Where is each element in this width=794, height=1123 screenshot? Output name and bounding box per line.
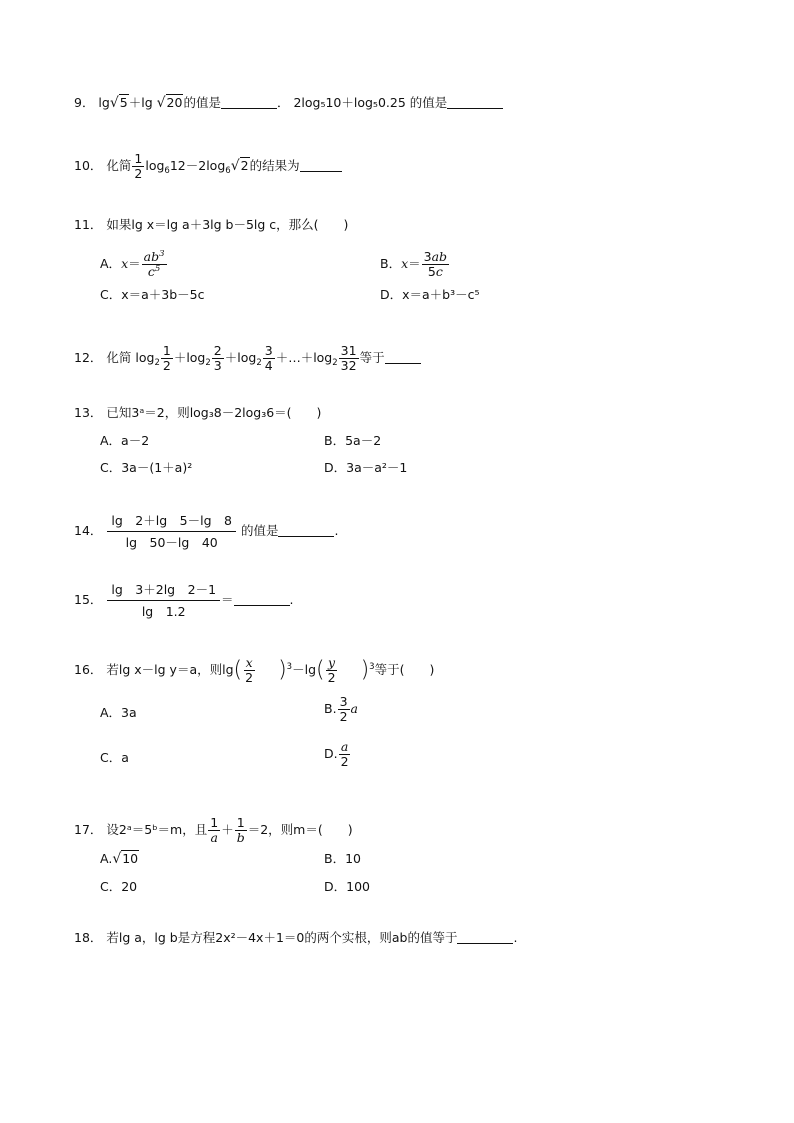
question-stem: 已知3ᵃ＝2，则log₃8－2log₃6＝( ) xyxy=(106,405,322,420)
fraction-a-over-2: $\frac{a}{2}$ xyxy=(340,739,349,769)
option-c[interactable]: C．3a－(1＋a)² xyxy=(100,460,193,475)
fraction-1-over-a: $\frac{1}{a}$ xyxy=(210,815,219,845)
sqrt-20: √20 xyxy=(156,95,183,111)
fraction-31-32: $\frac{31}{32}$ xyxy=(340,343,357,373)
answer-blank[interactable] xyxy=(278,523,334,537)
fraction-1-2: $\frac{1}{2}$ xyxy=(162,343,171,373)
option-d[interactable]: D．x＝a＋b³－c⁵ xyxy=(380,287,480,302)
sqrt-5: √5 xyxy=(109,95,128,111)
question-stem: 如果lg x＝lg a＋3lg b－5lg c，那么( ) xyxy=(106,217,349,232)
fraction-expression: $\frac{\lg 3+2\lg 2-1}{\lg 1.2}$ xyxy=(107,580,220,621)
sqrt-10: √10 xyxy=(112,851,139,867)
question-number: 14． xyxy=(74,523,103,538)
option-b[interactable]: B．5a－2 xyxy=(324,433,382,448)
fraction-2-3: $\frac{2}{3}$ xyxy=(213,343,222,373)
option-c[interactable]: C．20 xyxy=(100,879,138,894)
option-d[interactable]: D．3a－a²－1 xyxy=(324,460,408,475)
question-number: 16． xyxy=(74,662,103,677)
question-14: 14． $\frac{\lg 2+\lg 5-\lg 8}{\lg 50-\lg 40}$ 的值是 . xyxy=(74,513,339,550)
option-b[interactable]: B. $\frac{3}{2}$ a xyxy=(324,694,358,724)
option-b[interactable]: B．10 xyxy=(324,851,361,866)
answer-blank[interactable] xyxy=(457,930,513,944)
question-16: 16． 若lg x－lg y＝a，则lg( $\frac{x}{2}$ )$^3$－lg( $\frac{y}{2}$ )$^3$等于( ) xyxy=(74,655,435,685)
question-11 xyxy=(74,216,348,234)
question-number: 13． xyxy=(74,405,103,420)
question-12: 12． 化简 $\log_2$ $\frac{1}{2}$ $+\log_2$ $\frac{2}{3}$ $+\log_2$ $\frac{3}{4}$ $+\dots+\log_2$ $\frac{31}{32}$ 等于 xyxy=(74,344,421,373)
sqrt-2: √2 xyxy=(230,158,249,174)
option-a[interactable]: A.√10 xyxy=(100,851,139,867)
fraction-y-over-2: $\frac{y}{2}$ xyxy=(327,655,336,685)
fraction-one-half: $\frac{1}{2}$ xyxy=(134,151,143,181)
question-10: 10． 化简 $\frac{1}{2}$ $\log_612-2\log_6√2$的结果为 xyxy=(74,152,342,181)
option-d[interactable]: D. $\frac{a}{2}$ xyxy=(324,739,349,769)
answer-blank[interactable] xyxy=(234,592,290,606)
fraction-3-2: $\frac{3}{2}$ xyxy=(339,694,348,724)
fraction-3-4: $\frac{3}{4}$ xyxy=(264,343,273,373)
question-number: 11． xyxy=(74,217,103,232)
log-expression: 2log₅10＋log₅0.25 xyxy=(293,95,406,110)
question-18: 18． 若lg a，lg b是方程2x²－4x＋1＝0的两个实根，则ab的值等于 . xyxy=(74,930,518,945)
fraction-expression: $\frac{\lg 2+\lg 5-\lg 8}{\lg 50-\lg 40}$ xyxy=(107,511,236,552)
fraction-3ab-over-5c: $\frac{3ab}{5c}$ xyxy=(423,249,448,279)
fraction-x-over-2: $\frac{x}{2}$ xyxy=(245,655,254,685)
option-b[interactable]: B．x＝ $\frac{3ab}{5c}$ xyxy=(380,249,448,279)
question-9: 9． lg√5＋lg √20的值是 ． 2log₅10＋log₅0.25 的值是 xyxy=(74,94,503,112)
question-17: 17． 设2ᵃ＝5ᵇ＝m，且 $\frac{1}{a}$ ＋ $\frac{1}{b}$ ＝2，则m＝( ) xyxy=(74,815,353,845)
question-number: 17． xyxy=(74,822,103,837)
option-a[interactable]: A．3a xyxy=(100,705,137,720)
answer-blank[interactable] xyxy=(300,158,342,172)
option-c[interactable]: C．a xyxy=(100,750,129,765)
answer-blank[interactable] xyxy=(221,95,277,109)
question-number: 18． xyxy=(74,930,103,945)
answer-blank[interactable] xyxy=(447,95,503,109)
fraction-1-over-b: $\frac{1}{b}$ xyxy=(236,815,245,845)
option-c[interactable]: C．x＝a＋3b－5c xyxy=(100,287,205,302)
question-stem: 若lg a，lg b是方程2x²－4x＋1＝0的两个实根，则ab的值等于 xyxy=(106,930,458,945)
option-d[interactable]: D．100 xyxy=(324,879,370,894)
question-number: 12． xyxy=(74,350,103,365)
option-a[interactable]: A．x＝ $\frac{ab^3}{c^5}$ xyxy=(100,249,165,279)
option-a[interactable]: A．a－2 xyxy=(100,433,150,448)
question-number: 10． xyxy=(74,158,103,173)
question-15: 15． $\frac{\lg 3+2\lg 2-1}{\lg 1.2}$ ＝ . xyxy=(74,582,294,619)
question-text: 的值是 xyxy=(183,95,221,110)
answer-blank[interactable] xyxy=(385,350,421,364)
fraction-ab3-over-c5: $\frac{ab^3}{c^5}$ xyxy=(143,249,165,279)
question-number: 15． xyxy=(74,592,103,607)
question-number: 9． xyxy=(74,95,95,110)
question-13 xyxy=(74,404,321,422)
